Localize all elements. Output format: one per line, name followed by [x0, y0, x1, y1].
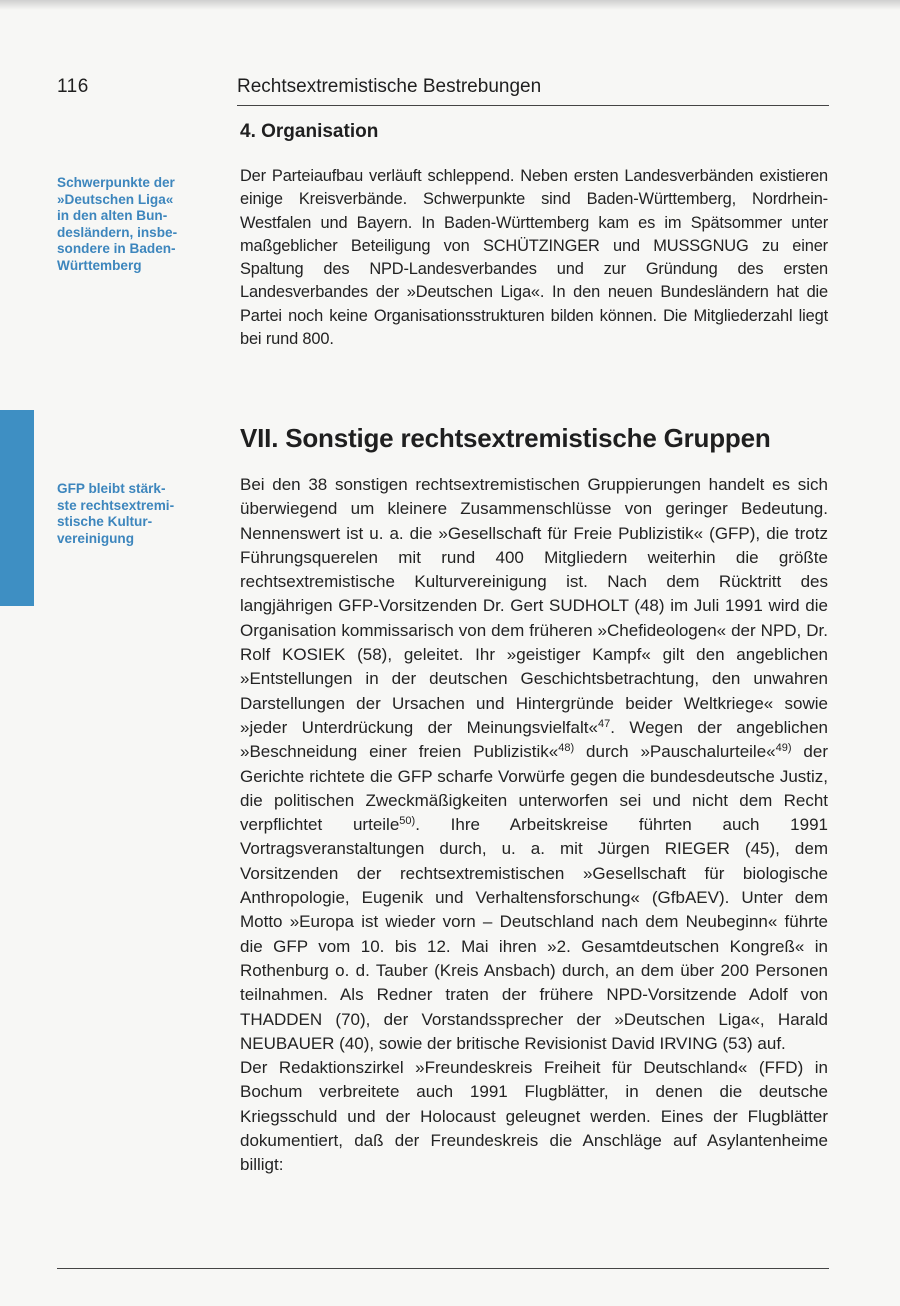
running-head: Rechtsextremistische Bestrebungen: [237, 76, 542, 97]
gfp-paragraph: [240, 473, 828, 1056]
ffd-paragraph: Der Redaktionszirkel »Freundeskreis Freiheit für Deutschland« (FFD) in Bochum verbreitete auch 1991 Flugblätter, in denen die deutsche Kriegsschuld und der Holocaust geleugnet werden. Eines der Flugblätter dokumentiert, daß der Freundeskreis die Anschläge auf Asylantenheime billigt:: [240, 1058, 828, 1175]
footnote-ref-49: 49): [775, 742, 792, 755]
gfp-text-b: . Wegen der angeblichen »Beschneidung einer freien Publizistik«: [240, 717, 828, 762]
footnote-ref-48: 48): [558, 742, 575, 755]
margin-note-organisation: Schwerpunkte der »Deutschen Liga« in den alten Bun- desländern, insbe- sondere in Baden- Württemberg: [57, 175, 178, 273]
gfp-text-a: Bei den 38 sonstigen rechtsextremistischen Gruppierungen handelt es sich überwiegend um kleinere Zusammenschlüsse von geringer Bedeutung. Nennenswert ist u. a. die »Gesellschaft für Freie Publizistik« (GFP), die trotz Führungsquerelen mit rund 400 Mitgliedern weiterhin die größte rechtsextremistische Kulturvereinigung ist. Nach dem Rücktritt des langjährigen GFP-Vorsitzenden Dr. Gert SUDHOLT (48) im Juli 1991 wird die Organisation kommissarisch von dem früheren »Chefideologen« der NPD, Dr. Rolf KOSIEK (58), geleitet. Ihr »geistiger Kampf« gilt den angeblichen »Entstellungen in der deutschen Geschichtsbetrachtung, den unwahren Darstellungen der Ursachen und Hintergründe beider Weltkriege« sowie »jeder Unterdrückung der Meinungsvielfalt«: [240, 475, 828, 737]
footer-rule: [57, 1268, 829, 1269]
section-heading: 4. Organisation: [240, 121, 379, 142]
chapter-body: [240, 473, 828, 1178]
footnote-ref-50: 50): [399, 815, 416, 828]
organisation-paragraph: Der Parteiaufbau verläuft schleppend. Neben ersten Landesverbänden existieren einige Kreisverbände. Schwerpunkte sind Baden-Württemberg, Nordrhein-Westfalen und Bayern. In Baden-Württemberg kam es im Spätsommer unter maßgeblicher Beteiligung von SCHÜTZINGER und MUSSGNUG zu einer Spaltung des NPD-Landesverbandes und zur Gründung des ersten Landesverbandes der »Deutschen Liga«. In den neuen Bundesländern hat die Partei noch keine Organisationsstrukturen bilden können. Die Mitgliederzahl liegt bei rund 800.: [240, 167, 828, 349]
chapter-heading: VII. Sonstige rechtsextremistische Gruppen: [240, 423, 771, 453]
gfp-text-c: durch »Pauschalurteile«: [574, 742, 776, 762]
footnote-ref-47: 47: [597, 717, 611, 730]
gfp-text-d: der Gerichte richtete die GFP scharfe Vorwürfe gegen die bundesdeutsche Justiz, die politischen Zweckmäßigkeiten unterworfen sei und nicht dem Recht verpflichtet urteile: [240, 742, 828, 835]
page-top-edge: [0, 0, 900, 10]
page-number: 116: [57, 76, 89, 97]
thumb-index-tab: [0, 410, 34, 606]
margin-note-gfp: GFP bleibt stärk- ste rechtsextremi- stische Kultur- vereinigung: [57, 481, 175, 546]
gfp-text-e: . Ihre Arbeitskreise führten auch 1991 Vortragsveranstaltungen durch, u. a. mit Jürgen RIEGER (45), dem Vorsitzenden der rechtsextremistischen »Gesellschaft für biologische Anthropologie, Eugenik und Verhaltensforschung« (GfbAEV). Unter dem Motto »Europa ist wieder vorn – Deutschland nach dem Neubeginn« führte die GFP vom 10. bis 12. Mai ihren »2. Gesamtdeutschen Kongreß« in Rothenburg o. d. Tauber (Kreis Ansbach) durch, an dem über 200 Personen teilnahmen. Als Redner traten der frühere NPD-Vorsitzende Adolf von THADDEN (70), der Vorstandssprecher der »Deutschen Liga«, Harald NEUBAUER (40), sowie der britische Revisionist David IRVING (53) auf.: [240, 815, 828, 1053]
header-rule: [237, 105, 829, 106]
